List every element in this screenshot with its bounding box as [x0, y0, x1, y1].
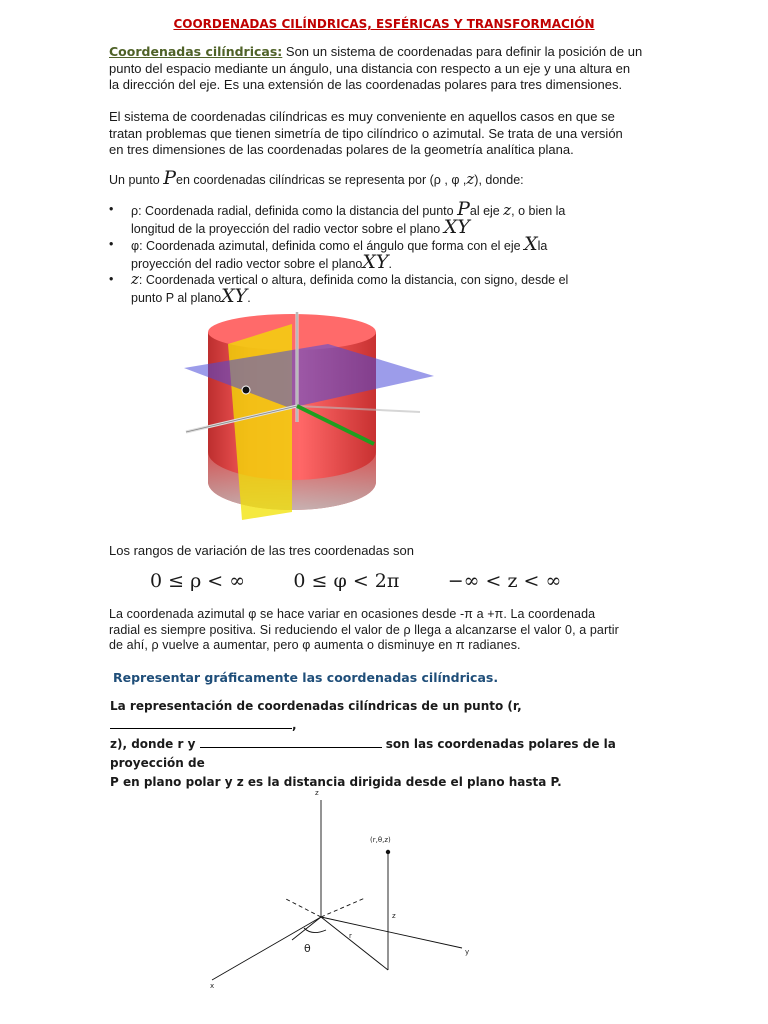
intro-paragraph [109, 44, 659, 94]
label-theta: θ [304, 942, 311, 955]
sketch-angle-arc [304, 928, 326, 933]
azimuthal-paragraph [109, 607, 659, 654]
label-z-length: z [392, 912, 396, 920]
symbol-P: P [457, 198, 470, 220]
phi-text-c: proyección del radio vector sobre el plano [131, 256, 363, 271]
para2-line-2: tratan problemas que tienen simetría de tipo cilíndrico o azimutal. Se trata de una versión [109, 125, 623, 141]
label-y-axis: y [465, 948, 470, 956]
symbol-XY: XY [221, 284, 248, 307]
para2-line-1: El sistema de coordenadas cilíndricas es muy conveniente en aquellos casos en que se [109, 109, 615, 124]
sketch-neg-y-dashed [321, 898, 365, 917]
symbol-z: z [466, 170, 475, 188]
label-x-axis: x [210, 982, 215, 990]
point-line-text-c: ), donde: [474, 173, 524, 187]
ranges-intro: Los rangos de variación de las tres coordenadas son [109, 543, 414, 558]
coordinate-definitions-list [109, 198, 639, 307]
fill-text-e: P en plano polar y z es la distancia dirigida desde el plano hasta P. [110, 775, 562, 789]
para3-line-1: La coordenada azimutal φ se hace variar en ocasiones desde -π a +π. La coordenada [109, 607, 596, 621]
symbol-XY: XY [443, 215, 470, 238]
fill-text-a: La representación de coordenadas cilíndricas de un punto (r, [110, 699, 522, 713]
range-rho: 0 ≤ ρ < ∞ [150, 570, 246, 592]
rho-text-a: ρ: Coordenada radial, definida como la distancia del punto [131, 204, 458, 218]
symbol-XY: XY [362, 250, 389, 273]
rho-text-d: longitud de la proyección del radio vector sobre el plano [131, 221, 444, 236]
para3-line-2: radial es siempre positiva. Si reduciendo el valor de ρ llega a alcanzarse el valor 0, a partir [109, 622, 619, 637]
symmetry-paragraph [109, 109, 659, 159]
range-phi: 0 ≤ φ < 2π [293, 570, 400, 592]
section-heading-graph: Representar gráficamente las coordenadas cilíndricas. [113, 670, 499, 685]
sketch-neg-x-dashed [284, 898, 321, 917]
fill-text-d: son las coordenadas polares de la proyección de [110, 737, 616, 770]
list-item-z [109, 272, 639, 306]
sketch-x-segment [292, 917, 321, 940]
sketch-projection-line [321, 917, 388, 970]
phi-text-a: φ: Coordenada azimutal, definida como el ángulo que forma con el eje [131, 239, 525, 253]
blank-line-1[interactable] [110, 718, 292, 729]
para2-line-3: en tres dimensiones de las coordenadas polares de la geometría analítica plana. [109, 142, 574, 157]
intro-heading: Coordenadas cilíndricas: [109, 44, 283, 59]
z-text-a: : Coordenada vertical o altura, definida como la distancia, con signo, desde el [138, 273, 569, 287]
rho-text-b: al eje [469, 204, 504, 218]
z-text-b: punto P al plano [131, 290, 222, 305]
range-z: −∞ < z < ∞ [447, 570, 562, 592]
para3-line-3: de ahí, ρ vuelve a aumentar, pero φ aumenta o disminuye en π radianes. [109, 638, 521, 652]
point-marker [242, 386, 250, 394]
coordinate-sketch [200, 780, 490, 995]
z-text-c: . [247, 290, 251, 305]
symbol-z: z [131, 270, 139, 288]
intro-line-2: punto del espacio mediante un ángulo, una distancia con respecto a un eje y una altura en [109, 60, 631, 76]
rho-text-c: , o bien la [511, 204, 566, 218]
label-point: (r,θ,z) [370, 836, 391, 844]
sketch-point [386, 850, 390, 854]
fill-text-c: z), donde r y [110, 737, 196, 751]
intro-line-1: Son un sistema de coordenadas para definir la posición de un [282, 44, 643, 59]
phi-text-d: . [388, 256, 392, 271]
label-z-axis: z [315, 789, 319, 797]
point-line-text-b: en coordenadas cilíndricas se representa por (ρ , φ , [176, 173, 467, 187]
point-definition-line [109, 167, 659, 189]
intro-line-3: la dirección del eje. Es una extensión de las coordenadas polares para tres dimensiones. [109, 77, 623, 92]
cylinder-illustration [180, 312, 440, 524]
sketch-y-axis [321, 917, 462, 948]
blank-line-2[interactable] [200, 737, 382, 748]
list-item-phi [109, 233, 639, 273]
label-r: r [349, 932, 352, 940]
symbol-z: z [503, 201, 512, 219]
list-item-rho [109, 198, 639, 238]
fill-in-paragraph [110, 697, 655, 792]
symbol-P: P [163, 167, 177, 189]
phi-text-b: la [537, 239, 548, 253]
point-line-text-a: Un punto [109, 173, 164, 187]
page-title: COORDENADAS CILÍNDRICAS, ESFÉRICAS Y TRANSFORMACIÓN [173, 17, 595, 31]
symbol-X: X [524, 233, 538, 255]
ranges-formula [150, 570, 561, 592]
fill-text-b: , [292, 718, 297, 732]
